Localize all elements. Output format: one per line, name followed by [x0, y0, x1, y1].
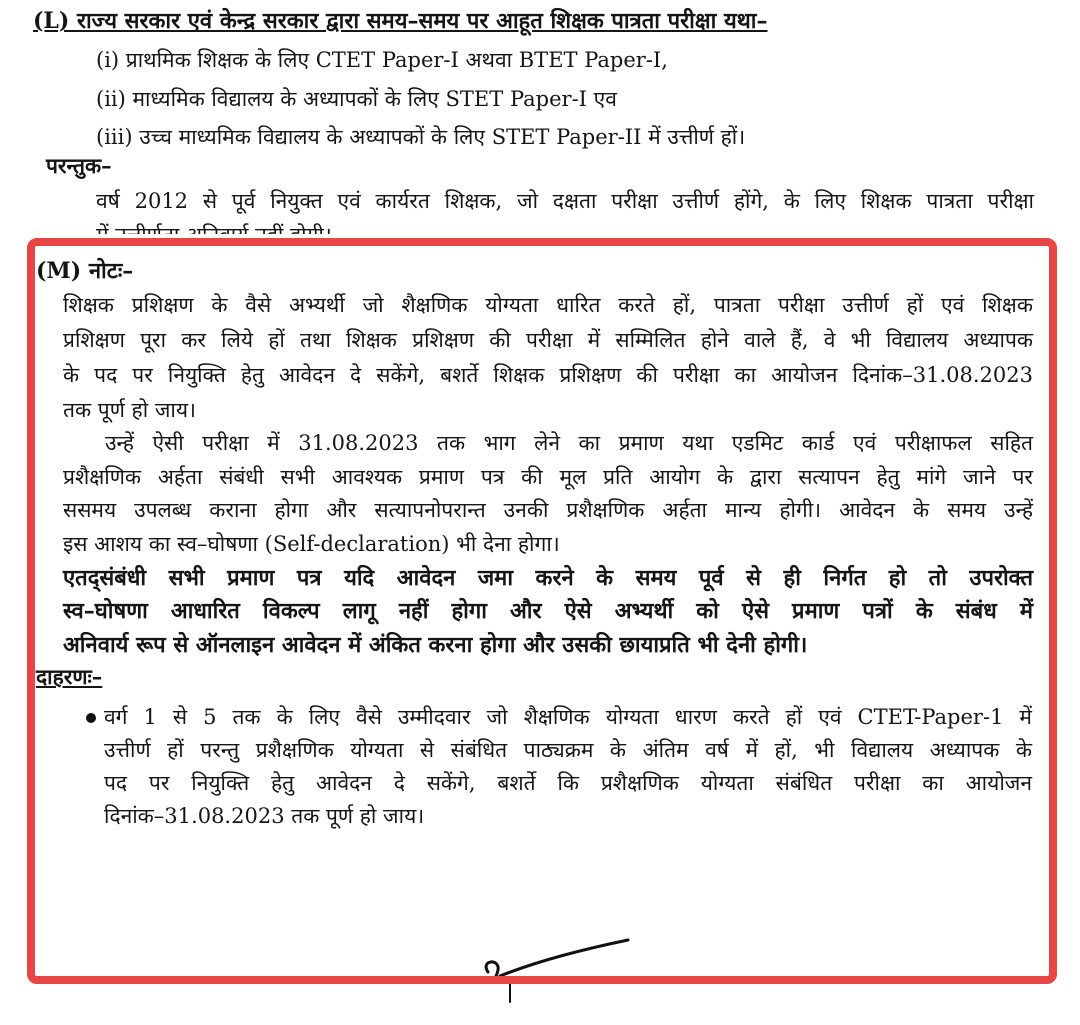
list-item: (ii) माध्यमिक विद्यालय के अध्यापकों के लिए STET Paper-I एव — [96, 87, 617, 111]
paragraph-line: शिक्षक प्रशिक्षण के वैसे अभ्यर्थी जो शैक्षणिक योग्यता धारित करते हों, पात्रता परीक्षा उत्तीर्ण हों एवं शिक्षक — [63, 293, 1033, 317]
paragraph-line: इस आशय का स्व–घोषणा (Self-declaration) भी देना होगा। — [63, 532, 560, 556]
bold-paragraph-line: अनिवार्य रूप से ऑनलाइन आवेदन में अंकित करना होगा और उसकी छायाप्रति भी देनी होगी। — [63, 632, 808, 658]
paragraph-line: उन्हें ऐसी परीक्षा में 31.08.2023 तक भाग लेने का प्रमाण यथा एडमिट कार्ड एवं परीक्षाफल सहित — [105, 431, 1033, 455]
list-item: (i) प्राथमिक शिक्षक के लिए CTET Paper-I अथवा BTET Paper-I, — [96, 48, 668, 72]
proviso-line: वर्ष 2012 से पूर्व नियुक्त एवं कार्यरत शिक्षक, जो दक्षता परीक्षा उत्तीर्ण होंगे, के लिए शिक्षक पात्रता परीक्षा — [96, 189, 1034, 213]
example-label: दाहरणः– — [36, 664, 103, 689]
example-line: उत्तीर्ण हों परन्तु प्रशैक्षणिक योग्यता से संबंधित पाठ्यक्रम के अंतिम वर्ष में हों, भी विद्यालय अध्यापक के — [104, 738, 1032, 762]
example-line: पद पर नियुक्ति हेतु आवेदन दे सकेंगे, बशर्ते कि प्रशैक्षणिक योग्यता संबंधित परीक्षा का आयोजन — [104, 771, 1032, 795]
bold-paragraph-line: स्व–घोषणा आधारित विकल्प लागू नहीं होगा और ऐसे अभ्यर्थी को ऐसे प्रमाण पत्रों के संबंध में — [63, 598, 1033, 624]
example-line: दिनांक–31.08.2023 तक पूर्ण हो जाय। — [104, 804, 425, 828]
proviso-label: परन्तुक– — [46, 153, 112, 178]
highlight-frame — [27, 238, 1057, 984]
list-item: (iii) उच्च माध्यमिक विद्यालय के अध्यापकों के लिए STET Paper-II में उत्तीर्ण हों। — [96, 125, 746, 149]
note-heading: (M) नोटः– — [36, 258, 134, 284]
paragraph-line: ससमय उपलब्ध कराना होगा और सत्यापनोपरान्त उनकी प्रशैक्षणिक अर्हता मान्य होगी। आवेदन के समय उन्हें — [63, 498, 1033, 522]
paragraph-line: प्रशिक्षण पूरा कर लिये हों तथा शिक्षक प्रशिक्षण की परीक्षा में सम्मिलित होने वाले हैं, वे भी विद्यालय अध्यापक — [63, 328, 1033, 352]
example-line: वर्ग 1 से 5 तक के लिए वैसे उम्मीदवार जो शैक्षणिक योग्यता धारण करते हों एवं CTET-Paper-1 में — [104, 705, 1032, 729]
paragraph-line: प्रशैक्षणिक अर्हता संबंधी सभी आवश्यक प्रमाण पत्र की मूल प्रति आयोग के द्वारा सत्यापन हेतु मांगे जाने पर — [63, 465, 1033, 489]
section-l-heading: (L) राज्य सरकार एवं केन्द्र सरकार द्वारा समय–समय पर आहूत शिक्षक पात्रता परीक्षा यथा– — [33, 8, 768, 34]
paragraph-line: तक पूर्ण हो जाय। — [63, 398, 196, 422]
bold-paragraph-line: एतद्संबंधी सभी प्रमाण पत्र यदि आवेदन जमा करने के समय पूर्व से ही निर्गत हो तो उपरोक्त — [63, 565, 1033, 591]
paragraph-line: के पद पर नियुक्ति हेतु आवेदन दे सकेंगे, बशर्ते शिक्षक प्रशिक्षण की परीक्षा का आयोजन दिनांक–31.08.2023 — [63, 363, 1033, 387]
